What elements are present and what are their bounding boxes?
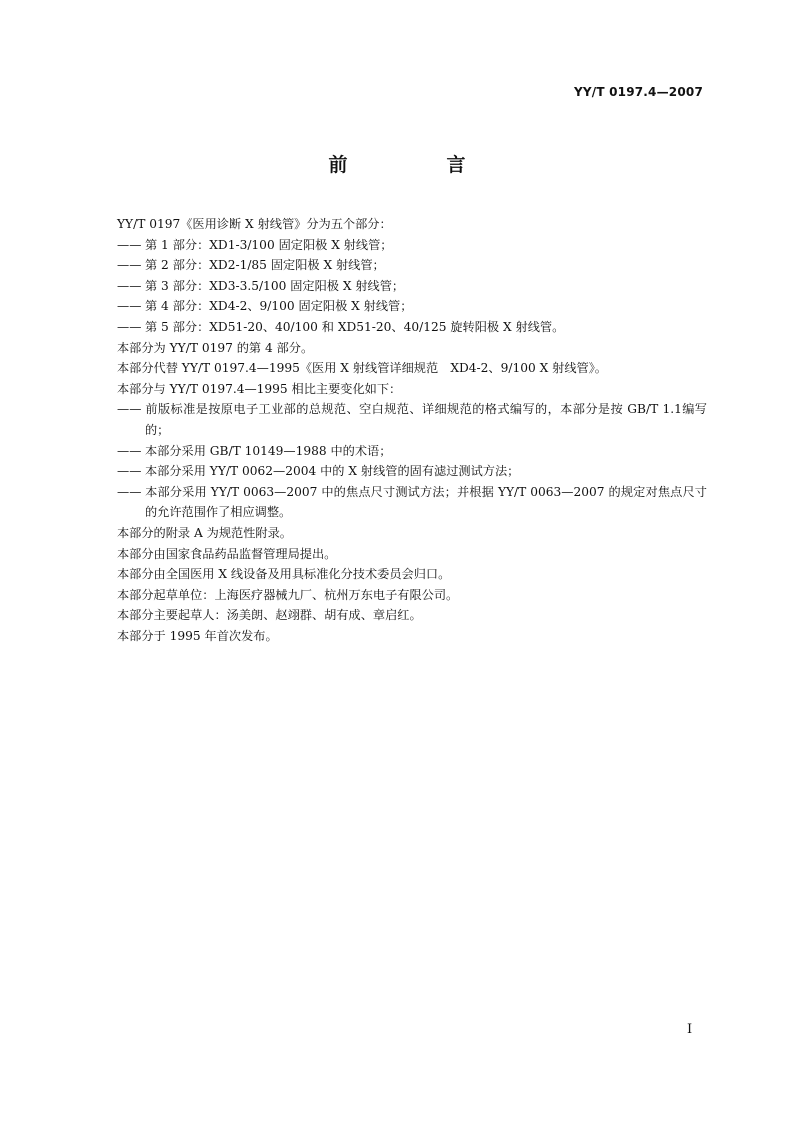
first-issued-paragraph: 本部分于 1995 年首次发布。 [117, 628, 278, 643]
list-item-text: 第 2 部分：XD2-1/85 固定阳极 X 射线管； [145, 258, 385, 273]
list-item-text: 第 4 部分：XD4-2、9/100 固定阳极 X 射线管； [145, 299, 413, 314]
page-title: 前 言 [328, 154, 506, 176]
list-dash: —— [117, 464, 142, 479]
managed-by-paragraph: 本部分由全国医用 X 线设备及用具标准化分技术委员会归口。 [117, 567, 451, 582]
foreword-body [117, 214, 707, 646]
list-item-part-2 [117, 255, 707, 276]
annex-paragraph: 本部分的附录 A 为规范性附录。 [117, 525, 292, 540]
intro-paragraph: YY/T 0197《医用诊断 X 射线管》分为五个部分： [117, 217, 392, 231]
list-item-text: 本部分采用 GB/T 10149—1988 中的术语； [145, 443, 392, 458]
list-item-part-1 [117, 235, 707, 256]
list-item-change-2 [117, 441, 707, 462]
list-item-part-4 [117, 296, 707, 317]
list-dash: —— [117, 299, 142, 314]
list-item-text: 第 3 部分：XD3-3.5/100 固定阳极 X 射线管； [145, 278, 405, 293]
list-item-part-3 [117, 276, 707, 297]
list-dash: —— [117, 402, 142, 417]
changes-intro-paragraph: 本部分与 YY/T 0197.4—1995 相比主要变化如下： [117, 381, 402, 396]
standard-code: YY/T 0197.4—2007 [573, 85, 703, 99]
list-dash: —— [117, 443, 142, 458]
list-item-text: 第 1 部分：XD1-3/100 固定阳极 X 射线管； [145, 237, 393, 252]
list-dash: —— [117, 278, 142, 293]
list-item-text: 前版标准是按原电子工业部的总规范、空白规范、详细规范的格式编写的，本部分是按 GB/T 1.1编写的； [145, 402, 707, 437]
list-item-change-3 [117, 461, 707, 482]
replaces-paragraph: 本部分代替 YY/T 0197.4—1995《医用 X 射线管详细规范 XD4-2、9/100 X 射线管》。 [117, 361, 607, 376]
list-item-part-5 [117, 317, 707, 338]
drafters-paragraph: 本部分主要起草人：汤美朗、赵翊群、胡有成、章启红。 [117, 608, 422, 623]
list-dash: —— [117, 258, 142, 273]
proposed-by-paragraph: 本部分由国家食品药品监督管理局提出。 [117, 546, 337, 561]
list-item-text: 本部分采用 YY/T 0062—2004 中的 X 射线管的固有滤过测试方法； [145, 464, 520, 479]
page-number: I [687, 1022, 693, 1037]
list-item-change-4 [117, 482, 707, 523]
list-item-change-1 [117, 399, 707, 440]
list-dash: —— [117, 237, 142, 252]
list-item-text: 本部分采用 YY/T 0063—2007 中的焦点尺寸测试方法；并根据 YY/T 0063—2007 的规定对焦点尺寸的允许范围作了相应调整。 [145, 484, 707, 520]
list-dash: —— [117, 319, 142, 334]
list-item-text: 第 5 部分：XD51-20、40/100 和 XD51-20、40/125 旋转阳极 X 射线管。 [145, 319, 565, 334]
list-dash: —— [117, 484, 142, 499]
drafting-units-paragraph: 本部分起草单位：上海医疗器械九厂、杭州万东电子有限公司。 [117, 587, 459, 602]
this-part-paragraph: 本部分为 YY/T 0197 的第 4 部分。 [117, 340, 314, 355]
